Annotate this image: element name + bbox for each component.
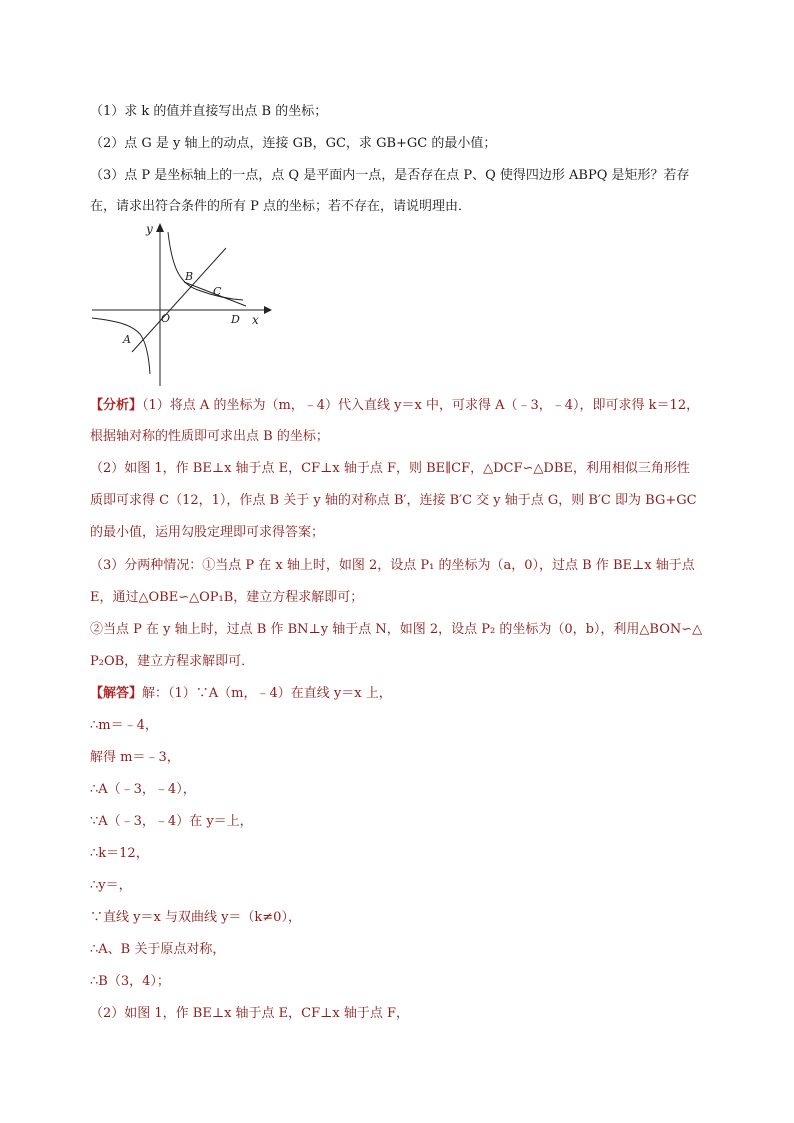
- answer-line-1: [90, 685, 730, 703]
- analysis-line-2: 根据轴对称的性质即可求出点 B 的坐标；: [90, 429, 329, 444]
- label-y: y: [146, 222, 153, 236]
- hyperbola-branch-2: [92, 318, 150, 374]
- question-2: （2）点 G 是 y 轴上的动点，连接 GB，GC，求 GB+GC 的最小值；: [90, 136, 497, 151]
- analysis-line-3: （2）如图 1，作 BE⊥x 轴于点 E，CF⊥x 轴于点 F，则 BE∥CF，△DCF∽△DBE，利用相似三角形性: [90, 461, 690, 476]
- label-origin: O: [161, 312, 171, 325]
- line-y-equals-x: [132, 248, 226, 352]
- analysis-text-1: （1）将点 A 的坐标为（m，﹣4）代入直线 y＝x 中，可求得 A（﹣3，﹣4），即可求得 k＝12，: [142, 398, 700, 413]
- label-c: C: [213, 285, 222, 298]
- analysis-line-6: （3）分两种情况：①当点 P 在 x 轴上时，如图 2，设点 P₁ 的坐标为（a，0），过点 B 作 BE⊥x 轴于点: [90, 558, 695, 573]
- answer-line-4: ∴A（﹣3，﹣4），: [90, 782, 196, 797]
- analysis-line-8: ②当点 P 在 y 轴上时，过点 B 作 BN⊥y 轴于点 N，如图 2，设点 P₂ 的坐标为（0，b），利用△BON∽△: [90, 622, 703, 637]
- answer-line-3: 解得 m＝﹣3，: [90, 750, 180, 765]
- label-a: A: [123, 333, 131, 346]
- analysis-line-4: 质即可求得 C（12，1），作点 B 关于 y 轴的对称点 B′，连接 B′C 交 y 轴于点 G，则 B′C 即为 BG+GC: [90, 493, 697, 508]
- answer-tag: 【解答】: [90, 686, 143, 701]
- analysis-line-9: P₂OB，建立方程求解即可．: [90, 654, 255, 669]
- label-d: D: [231, 313, 240, 326]
- label-b: B: [185, 270, 194, 283]
- analysis-tag: 【分析】: [90, 398, 143, 413]
- question-3-line-2: 在，请求出符合条件的所有 P 点的坐标；若不存在，请说明理由．: [90, 199, 472, 214]
- answer-line-10: ∴B（3，4）；: [90, 974, 170, 989]
- coordinate-figure: [88, 218, 278, 390]
- question-1: （1）求 k 的值并直接写出点 B 的坐标；: [90, 104, 328, 119]
- answer-line-8: ∵直线 y＝x 与双曲线 y＝（k≠0），: [90, 910, 301, 925]
- x-axis-arrow: [264, 306, 272, 314]
- answer-line-7: ∴y＝，: [90, 878, 132, 893]
- analysis-line-5: 的最小值，运用勾股定理即可求得答案；: [90, 525, 325, 540]
- answer-line-11: （2）如图 1，作 BE⊥x 轴于点 E，CF⊥x 轴于点 F，: [90, 1006, 409, 1021]
- answer-line-5: ∵A（﹣3，﹣4）在 y＝上，: [90, 814, 253, 829]
- answer-line-9: ∴A、B 关于原点对称，: [90, 942, 226, 957]
- analysis-line-7: E，通过△OBE∽△OP₁B，建立方程求解即可；: [90, 590, 364, 605]
- answer-line-2: ∴m＝﹣4，: [90, 718, 158, 733]
- y-axis-arrow: [156, 223, 164, 232]
- answer-line-6: ∴k＝12，: [90, 846, 149, 861]
- analysis-line-1: [90, 397, 730, 415]
- label-x: x: [252, 313, 259, 327]
- question-3-line-1: （3）点 P 是坐标轴上的一点，点 Q 是平面内一点，是否存在点 P、Q 使得四边形 ABPQ 是矩形？若存: [90, 168, 690, 183]
- answer-text-1: 解：（1）∵A（m，﹣4）在直线 y＝x 上，: [142, 686, 392, 701]
